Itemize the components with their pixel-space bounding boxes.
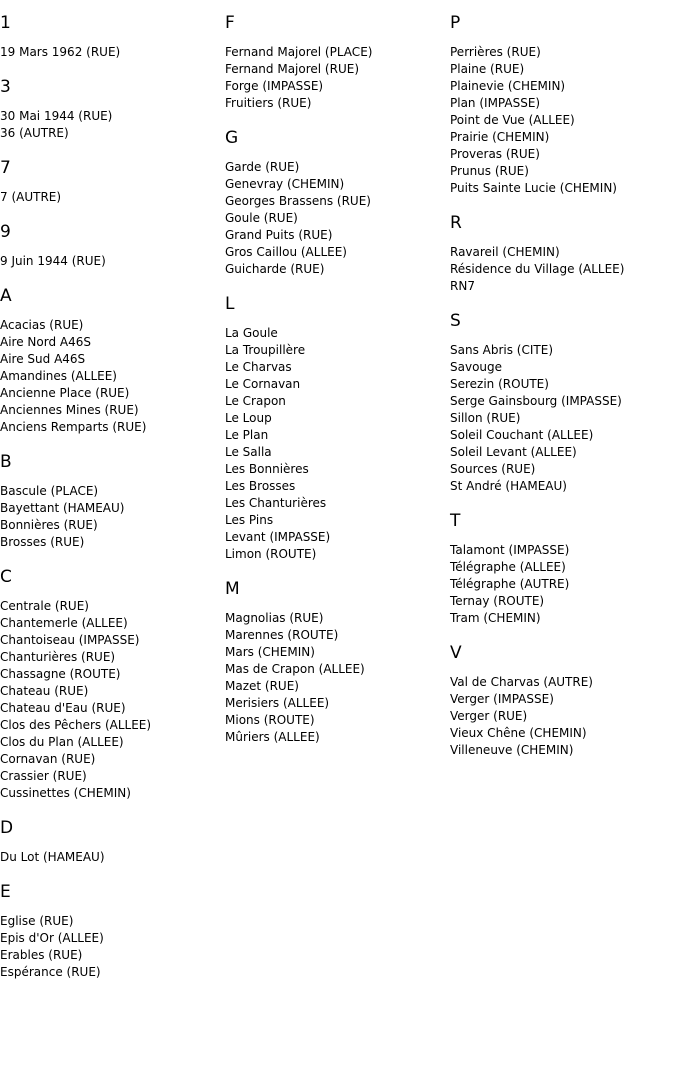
street-list [0, 317, 225, 436]
street-link[interactable]: Clos des Pêchers (ALLEE) [0, 718, 152, 732]
street-link[interactable]: Centrale (RUE) [0, 599, 89, 613]
street-link[interactable]: Mûriers (ALLEE) [225, 730, 320, 744]
street-link[interactable]: Epis d'Or (ALLEE) [0, 931, 104, 945]
street-link[interactable]: Proveras (RUE) [450, 147, 540, 161]
street-link[interactable]: Limon (ROUTE) [225, 547, 317, 561]
letter-heading: E [0, 882, 11, 902]
street-link[interactable]: Le Crapon [225, 394, 286, 408]
street-link[interactable]: Le Cornavan [225, 377, 301, 391]
street-link[interactable]: 30 Mai 1944 (RUE) [0, 109, 113, 123]
letter-section [0, 818, 225, 866]
street-link[interactable]: Villeneuve (CHEMIN) [450, 743, 574, 757]
street-link[interactable]: Aire Sud A46S [0, 352, 86, 366]
letter-section [0, 882, 225, 981]
street-link[interactable]: Le Charvas [225, 360, 292, 374]
street-link[interactable]: St André (HAMEAU) [450, 479, 567, 493]
street-link[interactable]: Goule (RUE) [225, 211, 298, 225]
street-link[interactable]: Puits Sainte Lucie (CHEMIN) [450, 181, 617, 195]
letter-section [0, 286, 225, 436]
street-link[interactable]: Le Loup [225, 411, 272, 425]
street-link[interactable]: Mars (CHEMIN) [225, 645, 315, 659]
street-link[interactable]: Erables (RUE) [0, 948, 83, 962]
street-link[interactable]: Clos du Plan (ALLEE) [0, 735, 124, 749]
street-list [0, 913, 225, 981]
letter-heading: D [0, 818, 14, 838]
letter-heading: 7 [0, 158, 11, 178]
letter-heading: R [450, 213, 462, 233]
street-link[interactable]: Vieux Chêne (CHEMIN) [450, 726, 587, 740]
street-list [450, 342, 675, 495]
street-link[interactable]: Talamont (IMPASSE) [450, 543, 570, 557]
street-link[interactable]: Amandines (ALLEE) [0, 369, 117, 383]
street-list [450, 244, 675, 295]
index-column [0, 0, 225, 997]
letter-section [450, 311, 675, 495]
street-link[interactable]: Perrières (RUE) [450, 45, 541, 59]
street-link[interactable]: Georges Brassens (RUE) [225, 194, 371, 208]
street-link[interactable]: Marennes (ROUTE) [225, 628, 339, 642]
street-link[interactable]: La Goule [225, 326, 278, 340]
street-link[interactable]: Serge Gainsbourg (IMPASSE) [450, 394, 622, 408]
street-link[interactable]: Fruitiers (RUE) [225, 96, 312, 110]
street-link[interactable]: Bayettant (HAMEAU) [0, 501, 125, 515]
letter-heading: V [450, 643, 462, 663]
street-link[interactable]: 19 Mars 1962 (RUE) [0, 45, 121, 59]
street-link[interactable]: Fernand Majorel (RUE) [225, 62, 359, 76]
street-link[interactable]: 9 Juin 1944 (RUE) [0, 254, 106, 268]
street-link[interactable]: Mazet (RUE) [225, 679, 299, 693]
street-link[interactable]: Merisiers (ALLEE) [225, 696, 330, 710]
street-link[interactable]: Grand Puits (RUE) [225, 228, 333, 242]
street-link[interactable]: Télégraphe (ALLEE) [450, 560, 566, 574]
street-link[interactable]: Serezin (ROUTE) [450, 377, 549, 391]
letter-section [450, 213, 675, 295]
letter-section [225, 13, 450, 112]
street-list [225, 610, 450, 746]
street-link[interactable]: Sans Abris (CITE) [450, 343, 553, 357]
street-link[interactable]: Les Chanturières [225, 496, 327, 510]
street-link[interactable]: Bascule (PLACE) [0, 484, 99, 498]
street-link[interactable]: Garde (RUE) [225, 160, 300, 174]
street-link[interactable]: Ancienne Place (RUE) [0, 386, 130, 400]
street-list [225, 159, 450, 278]
letter-section [450, 643, 675, 759]
street-link[interactable]: Du Lot (HAMEAU) [0, 850, 105, 864]
street-link[interactable]: Ravareil (CHEMIN) [450, 245, 560, 259]
street-link[interactable]: Brosses (RUE) [0, 535, 85, 549]
index-column [225, 0, 450, 762]
street-link[interactable]: Chantoiseau (IMPASSE) [0, 633, 140, 647]
street-list [0, 189, 225, 206]
letter-section [225, 579, 450, 746]
letter-section [0, 77, 225, 142]
street-link[interactable]: Gros Caillou (ALLEE) [225, 245, 347, 259]
letter-heading: T [450, 511, 461, 531]
letter-section [225, 128, 450, 278]
street-link[interactable]: Chantemerle (ALLEE) [0, 616, 128, 630]
index-column [450, 0, 675, 775]
street-link[interactable]: Télégraphe (AUTRE) [450, 577, 570, 591]
street-link[interactable]: Espérance (RUE) [0, 965, 101, 979]
street-link[interactable]: Tram (CHEMIN) [450, 611, 541, 625]
street-list [0, 598, 225, 802]
letter-section [0, 567, 225, 802]
letter-heading: 1 [0, 13, 11, 33]
letter-heading: C [0, 567, 12, 587]
letter-section [0, 222, 225, 270]
street-link[interactable]: Fernand Majorel (PLACE) [225, 45, 373, 59]
street-link[interactable]: Mas de Crapon (ALLEE) [225, 662, 365, 676]
letter-heading: G [225, 128, 239, 148]
letter-heading: S [450, 311, 461, 331]
street-link[interactable]: Chanturières (RUE) [0, 650, 116, 664]
street-list [450, 44, 675, 197]
street-link[interactable]: Chassagne (ROUTE) [0, 667, 121, 681]
street-link[interactable]: Le Salla [225, 445, 272, 459]
street-list [0, 44, 225, 61]
street-link[interactable]: Sources (RUE) [450, 462, 536, 476]
street-link[interactable]: Soleil Couchant (ALLEE) [450, 428, 594, 442]
letter-section [0, 13, 225, 61]
street-link[interactable]: 36 (AUTRE) [0, 126, 69, 140]
letter-heading: L [225, 294, 235, 314]
street-link[interactable]: Guicharde (RUE) [225, 262, 325, 276]
street-link[interactable]: Les Brosses [225, 479, 296, 493]
street-link[interactable]: Mions (ROUTE) [225, 713, 315, 727]
street-link[interactable]: Cornavan (RUE) [0, 752, 96, 766]
letter-heading: 3 [0, 77, 11, 97]
street-link[interactable]: Acacias (RUE) [0, 318, 84, 332]
street-link[interactable]: Anciennes Mines (RUE) [0, 403, 139, 417]
letter-section [450, 511, 675, 627]
street-link[interactable]: Soleil Levant (ALLEE) [450, 445, 577, 459]
street-link[interactable]: Les Bonnières [225, 462, 309, 476]
street-link[interactable]: Magnolias (RUE) [225, 611, 324, 625]
street-link[interactable]: Plainevie (CHEMIN) [450, 79, 566, 93]
street-link[interactable]: Le Plan [225, 428, 269, 442]
letter-heading: 9 [0, 222, 11, 242]
letter-heading: P [450, 13, 461, 33]
street-link[interactable]: La Troupillère [225, 343, 306, 357]
street-link[interactable]: Les Pins [225, 513, 274, 527]
letter-section [450, 13, 675, 197]
street-link[interactable]: Résidence du Village (ALLEE) [450, 262, 625, 276]
street-list [450, 542, 675, 627]
street-link[interactable]: Ternay (ROUTE) [450, 594, 545, 608]
street-list [0, 483, 225, 551]
letter-section [0, 158, 225, 206]
street-link[interactable]: Aire Nord A46S [0, 335, 91, 349]
street-link[interactable]: 7 (AUTRE) [0, 190, 62, 204]
street-link[interactable]: Chateau d'Eau (RUE) [0, 701, 126, 715]
street-link[interactable]: Prunus (RUE) [450, 164, 529, 178]
street-link[interactable]: Anciens Remparts (RUE) [0, 420, 147, 434]
street-link[interactable]: Forge (IMPASSE) [225, 79, 324, 93]
street-link[interactable]: Levant (IMPASSE) [225, 530, 331, 544]
street-link[interactable]: Genevray (CHEMIN) [225, 177, 345, 191]
street-link[interactable]: Savouge [450, 360, 503, 374]
street-link[interactable]: Plan (IMPASSE) [450, 96, 541, 110]
street-link[interactable]: Plaine (RUE) [450, 62, 525, 76]
street-link[interactable]: Prairie (CHEMIN) [450, 130, 550, 144]
letter-section [0, 452, 225, 551]
letter-heading: A [0, 286, 12, 306]
street-list [450, 674, 675, 759]
street-link[interactable]: Verger (RUE) [450, 709, 528, 723]
letter-section [225, 294, 450, 563]
street-link[interactable]: Cussinettes (CHEMIN) [0, 786, 131, 800]
street-list [225, 325, 450, 563]
street-link[interactable]: Val de Charvas (AUTRE) [450, 675, 593, 689]
street-link[interactable]: RN7 [450, 279, 475, 293]
street-link[interactable]: Point de Vue (ALLEE) [450, 113, 575, 127]
letter-heading: B [0, 452, 12, 472]
street-link[interactable]: Sillon (RUE) [450, 411, 521, 425]
street-list [0, 108, 225, 142]
street-link[interactable]: Chateau (RUE) [0, 684, 89, 698]
street-list [225, 44, 450, 112]
street-link[interactable]: Bonnières (RUE) [0, 518, 98, 532]
letter-heading: F [225, 13, 235, 33]
letter-heading: M [225, 579, 240, 599]
street-link[interactable]: Crassier (RUE) [0, 769, 87, 783]
street-link[interactable]: Verger (IMPASSE) [450, 692, 554, 706]
street-list [0, 253, 225, 270]
street-link[interactable]: Eglise (RUE) [0, 914, 74, 928]
street-list [0, 849, 225, 866]
